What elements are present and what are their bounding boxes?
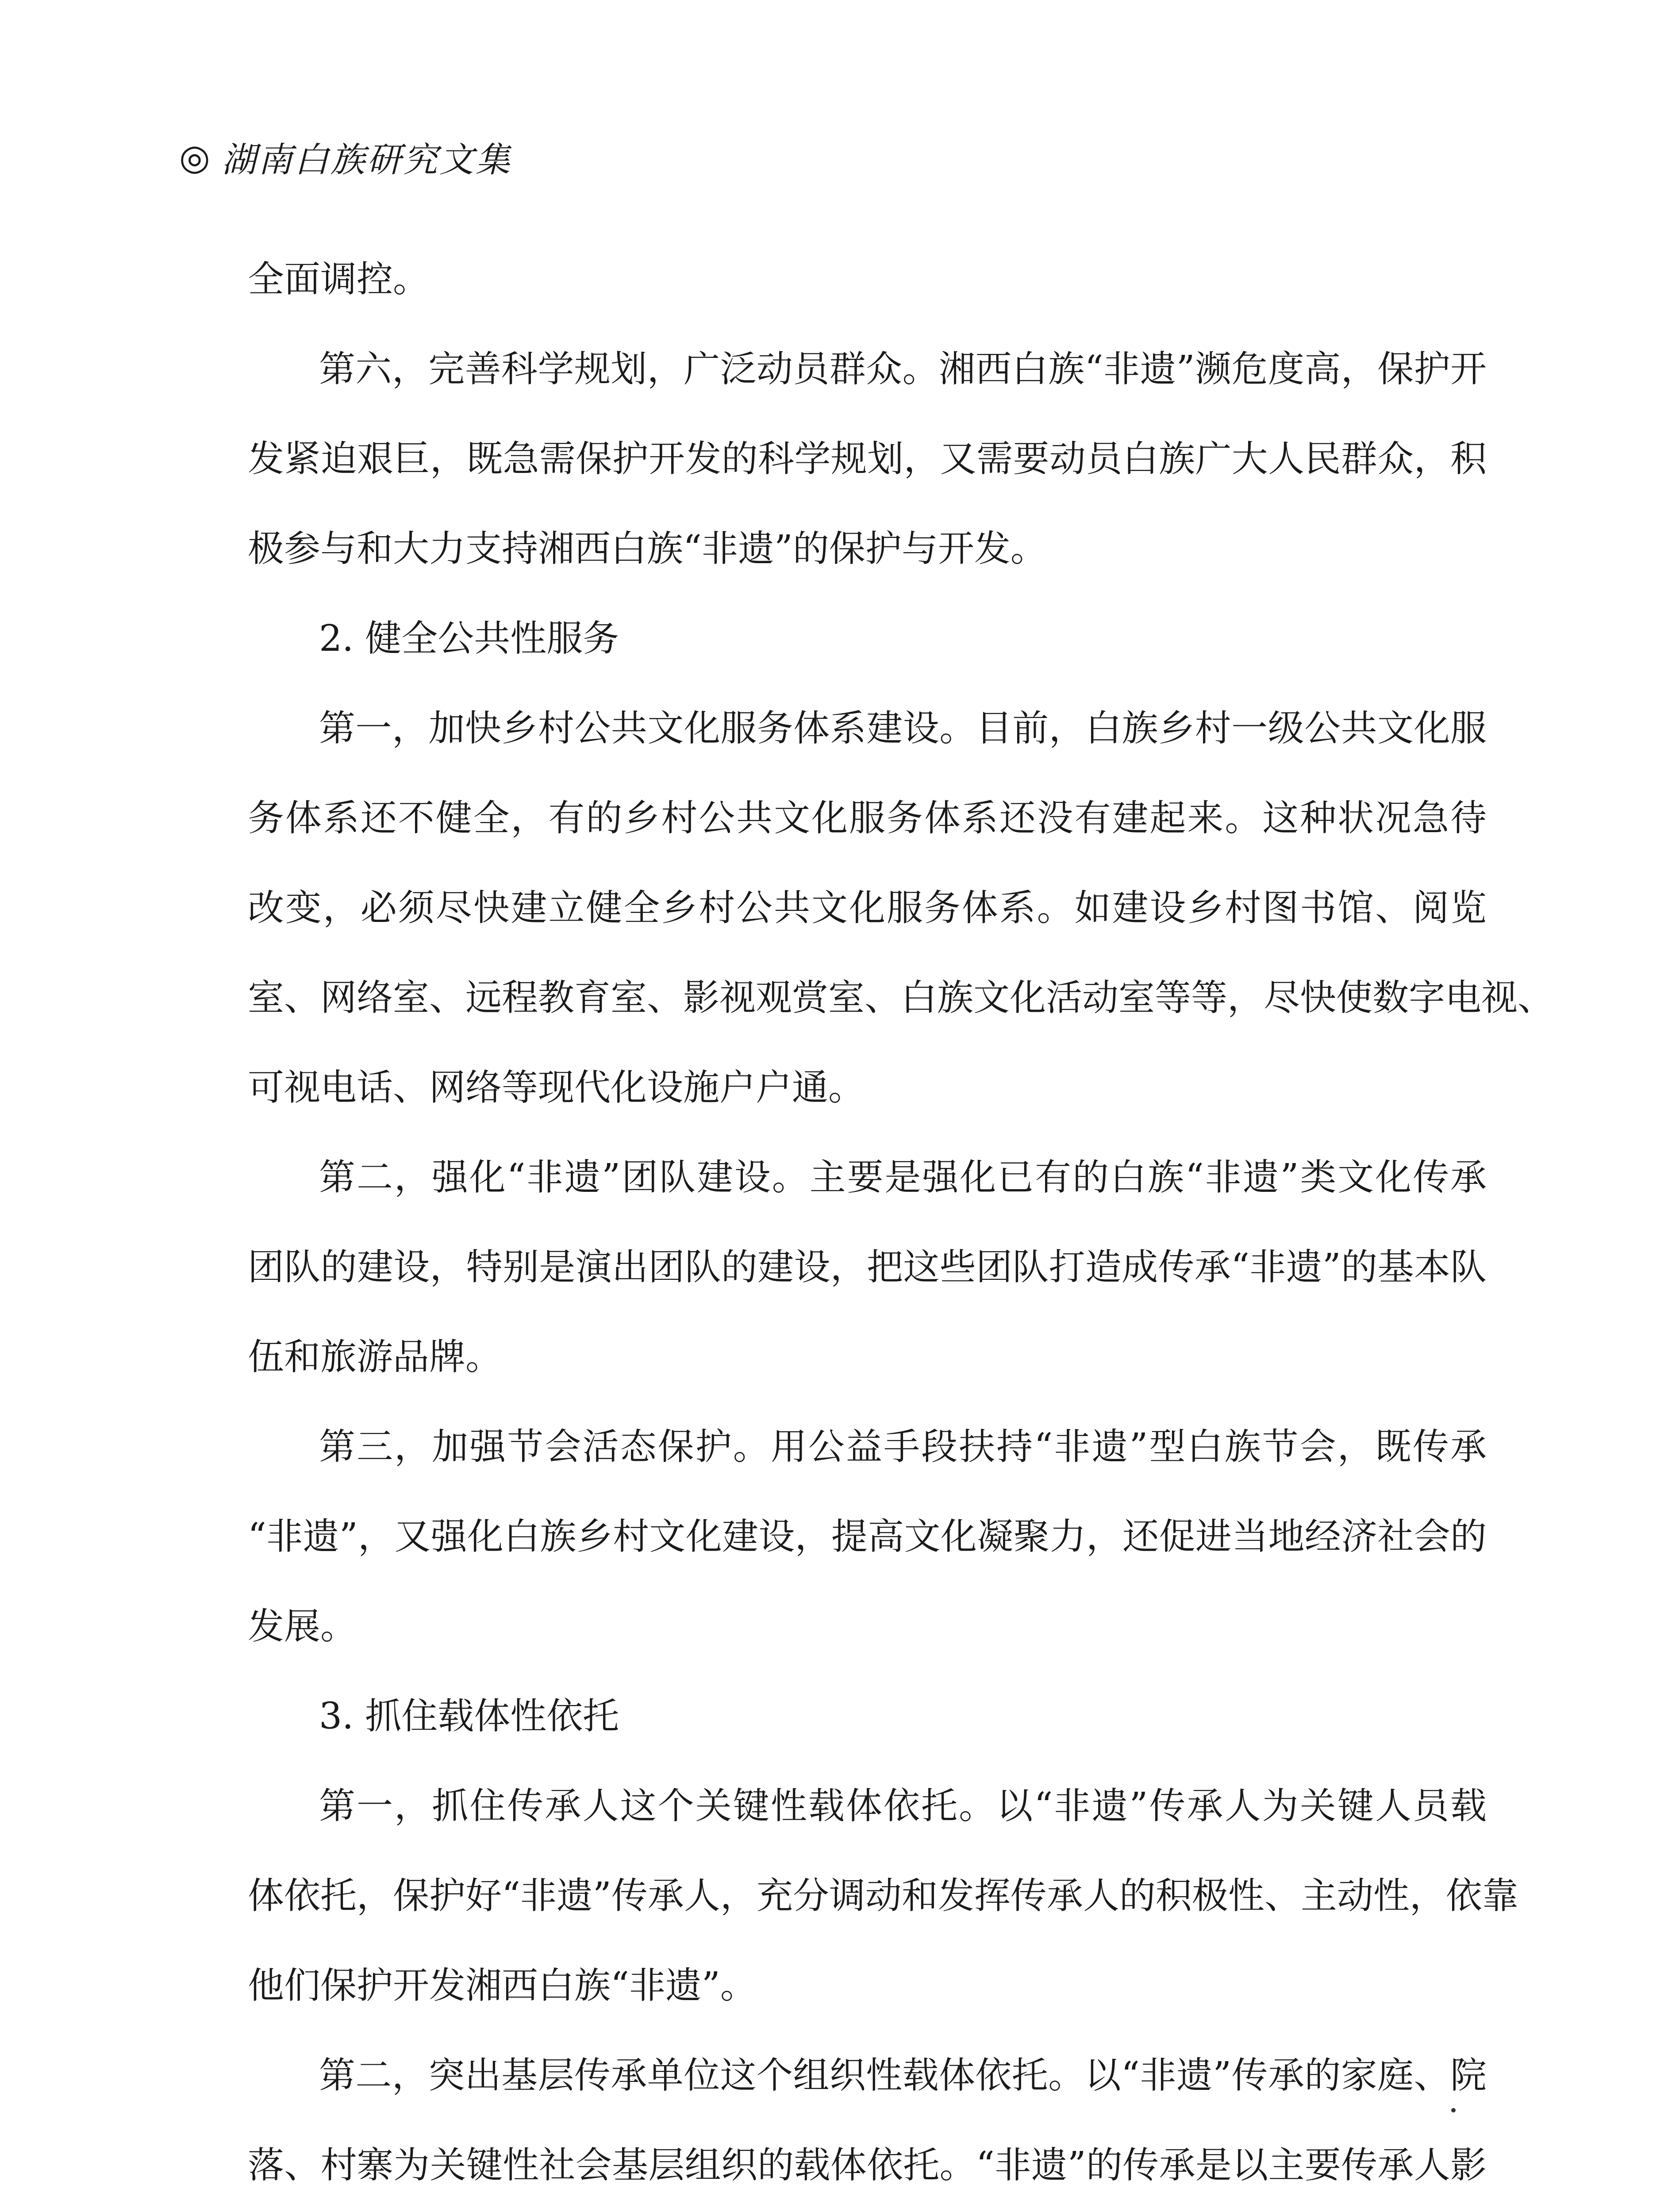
text-line: 他们保护开发湘西白族“非遗”。	[248, 1965, 757, 2007]
text-line: 第一，抓住传承人这个关键性载体依托。以“非遗”传承人为关键人员载	[319, 1785, 1487, 1827]
text-line: 改变，必须尽快建立健全乡村公共文化服务体系。如建设乡村图书馆、阅览	[248, 887, 1487, 929]
text-line: 发紧迫艰巨，既急需保护开发的科学规划，又需要动员白族广大人民群众，积	[248, 438, 1487, 480]
text-line: 极参与和大力支持湘西白族“非遗”的保护与开发。	[248, 528, 1047, 570]
running-header	[179, 133, 512, 181]
text-line: 发展。	[248, 1605, 357, 1647]
text-line: 全面调控。	[248, 258, 430, 300]
text-line: 第二，强化“非遗”团队建设。主要是强化已有的白族“非遗”类文化传承	[319, 1156, 1487, 1198]
text-line: 2. 健全公共性服务	[319, 618, 619, 660]
text-line: 落、村寨为关键性社会基层组织的载体依托。“非遗”的传承是以主要传承人影	[248, 2144, 1487, 2186]
text-line: 务体系还不健全，有的乡村公共文化服务体系还没有建起来。这种状况急待	[248, 797, 1487, 839]
scan-speck	[1451, 2108, 1456, 2112]
body-text	[248, 234, 1554, 2212]
text-line: 体依托，保护好“非遗”传承人，充分调动和发挥传承人的积极性、主动性，依靠	[248, 1875, 1518, 1917]
text-line: 第二，突出基层传承单位这个组织性载体依托。以“非遗”传承的家庭、院	[319, 2055, 1487, 2097]
circle-mark-icon: ◎	[179, 136, 212, 178]
text-line: 团队的建设，特别是演出团队的建设，把这些团队打造成传承“非遗”的基本队	[248, 1246, 1487, 1288]
text-line: “非遗”，又强化白族乡村文化建设，提高文化凝聚力，还促进当地经济社会的	[248, 1516, 1487, 1558]
text-line: 室、网络室、远程教育室、影视观赏室、白族文化活动室等等，尽快使数字电视、	[248, 977, 1554, 1019]
text-line: 可视电话、网络等现代化设施户户通。	[248, 1067, 865, 1109]
text-line: 3. 抓住载体性依托	[319, 1695, 619, 1737]
text-line: 第一，加快乡村公共文化服务体系建设。目前，白族乡村一级公共文化服	[319, 707, 1487, 749]
text-line: 第三，加强节会活态保护。用公益手段扶持“非遗”型白族节会，既传承	[319, 1426, 1487, 1468]
text-line: 伍和旅游品牌。	[248, 1336, 502, 1378]
text-line: 第六，完善科学规划，广泛动员群众。湘西白族“非遗”濒危度高，保护开	[319, 348, 1487, 390]
book-title: 湖南白族研究文集	[221, 140, 512, 180]
text-line	[248, 2210, 1487, 2212]
